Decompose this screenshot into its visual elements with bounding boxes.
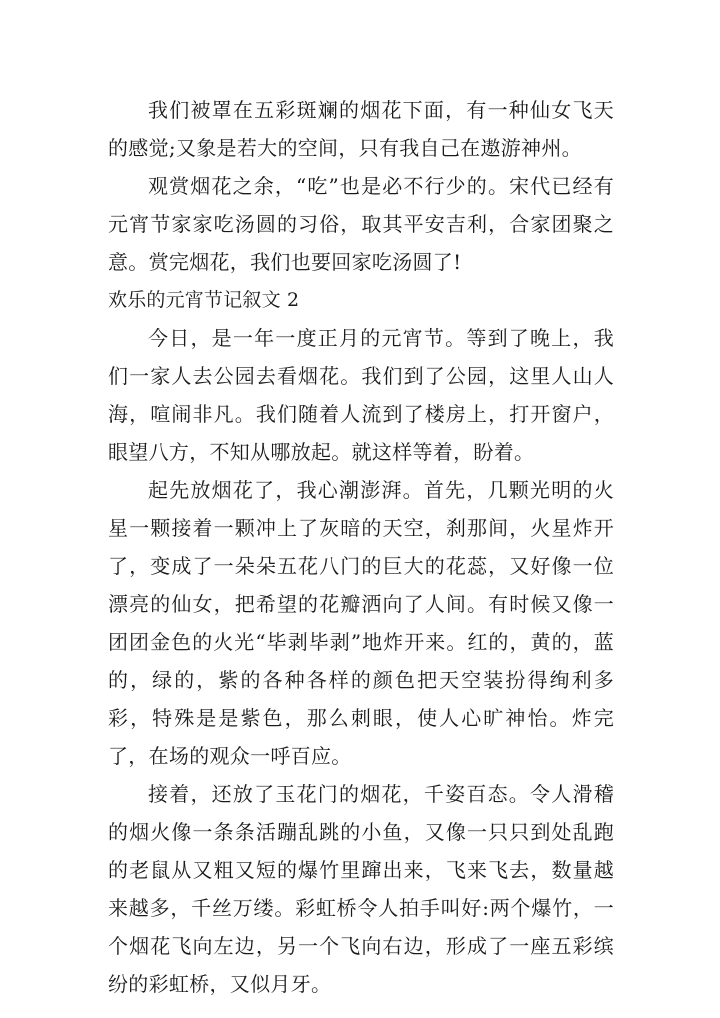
document-body — [108, 91, 614, 1003]
paragraph-fireworks-start: 起先放烟花了，我心潮澎湃。首先，几颗光明的火星一颗接着一颗冲上了灰暗的天空，刹那间，火星炸开了，变成了一朵朵五花八门的巨大的花蕊，又好像一位漂亮的仙女，把希望的花瓣洒向了人间。有时候又像一团团金色的火光“毕剥毕剥”地炸开来。红的，黄的，蓝的，绿的，紫的各种各样的颜色把天空装扮得绚利多彩，特殊是是紫色，那么刺眼，使人心旷神怡。炸完了，在场的观众一呼百应。 — [108, 478, 614, 768]
paragraph-lantern-festival-night: 今日，是一年一度正月的元宵节。等到了晚上，我们一家人去公园去看烟花。我们到了公园，这里人山人海，喧闹非凡。我们随着人流到了楼房上，打开窗户，眼望八方，不知从哪放起。就这样等着，盼着。 — [108, 326, 614, 464]
paragraph-fireworks-rainbow-bridge: 接着，还放了玉花门的烟花，千姿百态。令人滑稽的烟火像一条条活蹦乱跳的小鱼，又像一只只到处乱跑的老鼠从又粗又短的爆竹里蹿出来，飞来飞去，数量越来越多，千丝万缕。彩虹桥令人拍手叫好:两个爆竹，一个烟花飞向左边，另一个飞向右边，形成了一座五彩缤纷的彩虹桥，又似月牙。 — [108, 782, 614, 996]
paragraph-fireworks-feeling: 我们被罩在五彩斑斓的烟花下面，有一种仙女飞天的感觉;又象是若大的空间，只有我自己在遨游神州。 — [108, 98, 614, 160]
paragraph-eating-tangyuan: 观赏烟花之余，“吃”也是必不行少的。宋代已经有元宵节家家吃汤圆的习俗，取其平安吉利，合家团聚之意。赏完烟花，我们也要回家吃汤圆了! — [108, 174, 614, 274]
section-title: 欢乐的元宵节记叙文 2 — [108, 289, 300, 311]
